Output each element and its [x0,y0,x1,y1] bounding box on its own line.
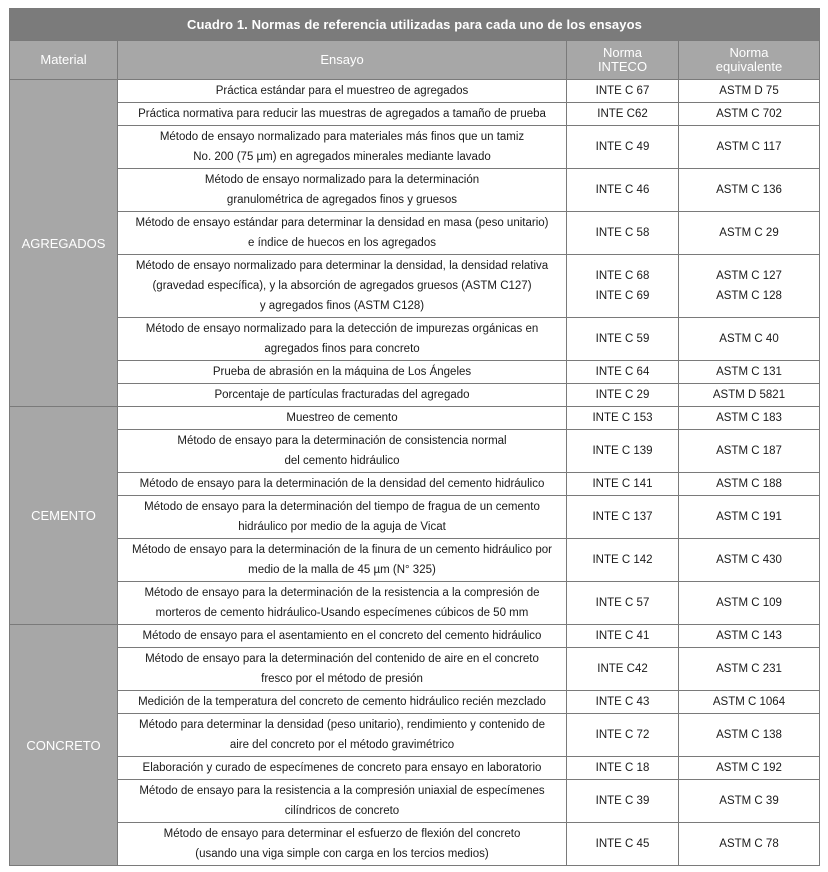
table-row [10,757,820,780]
norma-inteco-cell-line: INTE C 46 [595,184,650,196]
ensayo-cell-line: Método de ensayo para la determinación de la resistencia a la compresión de [144,587,540,599]
norma-inteco-cell [567,625,679,648]
norma-inteco-cell [567,169,679,212]
ensayo-cell-line: No. 200 (75 µm) en agregados minerales mediante lavado [193,151,491,163]
table-row [10,582,820,625]
ensayo-cell-line: fresco por el método de presión [261,673,423,685]
norma-equivalente-cell-line: ASTM C 78 [719,838,779,850]
ensayo-cell [118,496,567,539]
norma-inteco-cell [567,496,679,539]
norma-equivalente-cell-line: ASTM C 231 [716,663,782,675]
norma-inteco-cell-line: INTE C62 [597,108,648,120]
norma-inteco-cell-line: INTE C 18 [595,762,650,774]
ensayo-cell-line: Porcentaje de partículas fracturadas del agregado [214,389,470,401]
ensayo-cell-line: granulométrica de agregados finos y gruesos [226,194,458,206]
norma-inteco-cell-line: INTE C 142 [592,554,653,566]
ensayo-cell [118,757,567,780]
material-cell: AGREGADOS [10,80,118,407]
ensayo-cell-line: Método de ensayo normalizado para la detección de impurezas orgánicas en [145,323,539,335]
ensayo-cell-line: medio de la malla de 45 µm (N° 325) [248,564,436,576]
header-material: Material [10,41,118,80]
norma-inteco-cell [567,473,679,496]
norma-equivalente-cell-line: ASTM C 127 [716,270,782,282]
norma-inteco-cell [567,823,679,866]
norma-inteco-cell-line: INTE C 68 [595,270,650,282]
material-cell: CEMENTO [10,407,118,625]
norma-inteco-cell [567,691,679,714]
norma-equivalente-cell [679,648,820,691]
header-norma-equivalente-line: Norma [729,45,769,60]
norma-inteco-cell [567,407,679,430]
norma-inteco-cell [567,255,679,318]
norma-equivalente-cell-line: ASTM C 39 [719,795,779,807]
ensayo-cell-line: Método para determinar la densidad (peso unitario), rendimiento y contenido de [139,719,545,731]
norma-equivalente-cell-line: ASTM D 5821 [712,389,786,401]
norma-inteco-cell [567,648,679,691]
table-row [10,255,820,318]
table-row [10,361,820,384]
norma-equivalente-cell [679,80,820,103]
norma-inteco-cell [567,361,679,384]
ensayo-cell [118,384,567,407]
norma-inteco-cell-line: INTE C 67 [595,85,650,97]
ensayo-cell [118,103,567,126]
ensayo-cell [118,473,567,496]
norma-equivalente-cell-line: ASTM C 138 [716,729,782,741]
norma-equivalente-cell-line: ASTM C 1064 [712,696,786,708]
norma-inteco-cell-line: INTE C 45 [595,838,650,850]
norma-equivalente-cell [679,539,820,582]
norma-equivalente-cell [679,126,820,169]
norma-inteco-cell-line: INTE C 137 [592,511,653,523]
ensayo-cell-line: Método de ensayo para la determinación del tiempo de fragua de un cemento [144,501,540,513]
ensayo-cell-line: Método de ensayo para determinar el esfuerzo de flexión del concreto [163,828,521,840]
norma-equivalente-cell [679,757,820,780]
table-row [10,714,820,757]
norma-equivalente-cell [679,255,820,318]
table-body [10,80,820,866]
ensayo-cell [118,430,567,473]
ensayo-cell [118,582,567,625]
table-title: Cuadro 1. Normas de referencia utilizadas para cada uno de los ensayos [10,9,820,41]
norma-equivalente-cell [679,496,820,539]
ensayo-cell [118,126,567,169]
norma-equivalente-cell [679,780,820,823]
table-row [10,430,820,473]
norma-inteco-cell-line: INTE C 49 [595,141,650,153]
norma-inteco-cell-line: INTE C42 [597,663,648,675]
ensayo-cell-line: agregados finos para concreto [264,343,420,355]
ensayo-cell-line: hidráulico por medio de la aguja de Vicat [238,521,446,533]
header-ensayo: Ensayo [118,41,567,80]
norma-equivalente-cell-line: ASTM C 191 [716,511,782,523]
ensayo-cell [118,625,567,648]
norma-inteco-cell [567,212,679,255]
ensayo-cell-line: aire del concreto por el método gravimétrico [229,739,455,751]
ensayo-cell-line: Método de ensayo para la determinación de la finura de un cemento hidráulico por [131,544,552,556]
header-norma-inteco [567,41,679,80]
norma-equivalente-cell-line: ASTM C 430 [716,554,782,566]
ensayo-cell-line: del cemento hidráulico [284,455,400,467]
ensayo-cell-line: Muestreo de cemento [286,412,398,424]
norma-inteco-cell [567,384,679,407]
table-row [10,103,820,126]
norma-equivalente-cell-line: ASTM C 117 [716,141,782,153]
ensayo-cell-line: (usando una viga simple con carga en los tercios medios) [195,848,489,860]
norma-equivalente-cell [679,691,820,714]
ensayo-cell-line: Práctica normativa para reducir las muestras de agregados a tamaño de prueba [138,108,546,120]
norma-equivalente-cell [679,582,820,625]
norma-inteco-cell-line: INTE C 153 [592,412,653,424]
norma-equivalente-cell-line: ASTM C 109 [716,597,782,609]
table-row [10,384,820,407]
ensayo-cell [118,823,567,866]
material-cell: CONCRETO [10,625,118,866]
norma-equivalente-cell-line: ASTM C 188 [716,478,782,490]
ensayo-cell-line: Método de ensayo para la resistencia a la compresión uniaxial de especímenes [139,785,545,797]
norma-inteco-cell-line: INTE C 41 [595,630,650,642]
norma-equivalente-cell-line: ASTM C 40 [719,333,779,345]
ensayo-cell-line: Método de ensayo normalizado para materiales más finos que un tamiz [159,131,525,143]
table-row [10,648,820,691]
ensayo-cell-line: cilíndricos de concreto [284,805,400,817]
norma-inteco-cell [567,780,679,823]
norma-inteco-cell-line: INTE C 29 [595,389,650,401]
norma-inteco-cell-line: INTE C 59 [595,333,650,345]
ensayo-cell [118,780,567,823]
ensayo-cell-line: Medición de la temperatura del concreto de cemento hidráulico recién mezclado [138,696,546,708]
norma-equivalente-cell [679,430,820,473]
norma-inteco-cell [567,757,679,780]
norma-inteco-cell-line: INTE C 58 [595,227,650,239]
norma-equivalente-cell-line: ASTM C 192 [716,762,782,774]
ensayo-cell [118,407,567,430]
ensayo-cell [118,255,567,318]
norma-equivalente-cell-line: ASTM C 29 [719,227,779,239]
norma-equivalente-cell [679,473,820,496]
header-norma-equivalente [679,41,820,80]
ensayo-cell-line: Práctica estándar para el muestreo de agregados [215,85,469,97]
ensayo-cell-line: Método de ensayo normalizado para determinar la densidad, la densidad relativa [135,260,549,272]
ensayo-cell-line: Método de ensayo para el asentamiento en el concreto del cemento hidráulico [142,630,542,642]
norma-inteco-cell [567,539,679,582]
header-norma-inteco-line: Norma [602,45,642,60]
norma-equivalente-cell-line: ASTM C 187 [716,445,782,457]
norma-inteco-cell-line: INTE C 43 [595,696,650,708]
table-row [10,473,820,496]
norma-equivalente-cell [679,318,820,361]
table-row [10,126,820,169]
ensayo-cell-line: e índice de huecos en los agregados [248,237,436,249]
norma-inteco-cell [567,80,679,103]
table-row [10,407,820,430]
norma-equivalente-cell [679,103,820,126]
ensayo-cell-line: Método de ensayo para la determinación del contenido de aire en el concreto [145,653,539,665]
norma-equivalente-cell-line: ASTM C 702 [716,108,782,120]
table-row [10,780,820,823]
ensayo-cell [118,318,567,361]
table-row [10,80,820,103]
header-norma-inteco-line: INTECO [597,59,648,74]
norma-equivalente-cell-line: ASTM C 131 [716,366,782,378]
norma-equivalente-cell [679,714,820,757]
norma-inteco-cell [567,103,679,126]
norma-equivalente-cell-line: ASTM C 143 [716,630,782,642]
table-row [10,539,820,582]
ensayo-cell [118,361,567,384]
table-row [10,169,820,212]
ensayo-cell [118,169,567,212]
ensayo-cell-line: Método de ensayo normalizado para la determinación [204,174,480,186]
norma-equivalente-cell [679,212,820,255]
norma-inteco-cell [567,582,679,625]
ensayo-cell-line: Elaboración y curado de especímenes de concreto para ensayo en laboratorio [142,762,542,774]
norma-equivalente-cell [679,823,820,866]
header-norma-equivalente-line: equivalente [715,59,783,74]
ensayo-cell [118,648,567,691]
norma-equivalente-cell [679,384,820,407]
norma-equivalente-cell [679,169,820,212]
norma-inteco-cell [567,126,679,169]
table-row [10,496,820,539]
norma-inteco-cell [567,714,679,757]
ensayo-cell [118,691,567,714]
norma-inteco-cell [567,430,679,473]
norma-inteco-cell [567,318,679,361]
table-row [10,823,820,866]
standards-table [9,8,820,866]
norma-inteco-cell-line: INTE C 57 [595,597,650,609]
norma-equivalente-cell [679,625,820,648]
norma-inteco-cell-line: INTE C 141 [592,478,653,490]
table-row [10,691,820,714]
ensayo-cell-line: Método de ensayo para la determinación de la densidad del cemento hidráulico [139,478,545,490]
ensayo-cell [118,212,567,255]
norma-inteco-cell-line: INTE C 139 [592,445,653,457]
ensayo-cell [118,714,567,757]
norma-inteco-cell-line: INTE C 64 [595,366,650,378]
norma-equivalente-cell [679,361,820,384]
norma-equivalente-cell-line: ASTM C 136 [716,184,782,196]
norma-equivalente-cell-line: ASTM C 128 [716,290,782,302]
table-row [10,625,820,648]
ensayo-cell [118,539,567,582]
ensayo-cell-line: Método de ensayo estándar para determinar la densidad en masa (peso unitario) [135,217,549,229]
ensayo-cell-line: (gravedad específica), y la absorción de agregados gruesos (ASTM C127) [152,280,532,292]
table-row [10,318,820,361]
norma-equivalente-cell-line: ASTM D 75 [719,85,779,97]
norma-inteco-cell-line: INTE C 72 [595,729,650,741]
ensayo-cell-line: morteros de cemento hidráulico-Usando especímenes cúbicos de 50 mm [155,607,529,619]
table-row [10,212,820,255]
ensayo-cell-line: Método de ensayo para la determinación de consistencia normal [177,435,507,447]
ensayo-cell [118,80,567,103]
norma-equivalente-cell [679,407,820,430]
ensayo-cell-line: Prueba de abrasión en la máquina de Los Ángeles [212,366,472,378]
ensayo-cell-line: y agregados finos (ASTM C128) [259,300,425,312]
norma-equivalente-cell-line: ASTM C 183 [716,412,782,424]
norma-inteco-cell-line: INTE C 39 [595,795,650,807]
norma-inteco-cell-line: INTE C 69 [595,290,650,302]
